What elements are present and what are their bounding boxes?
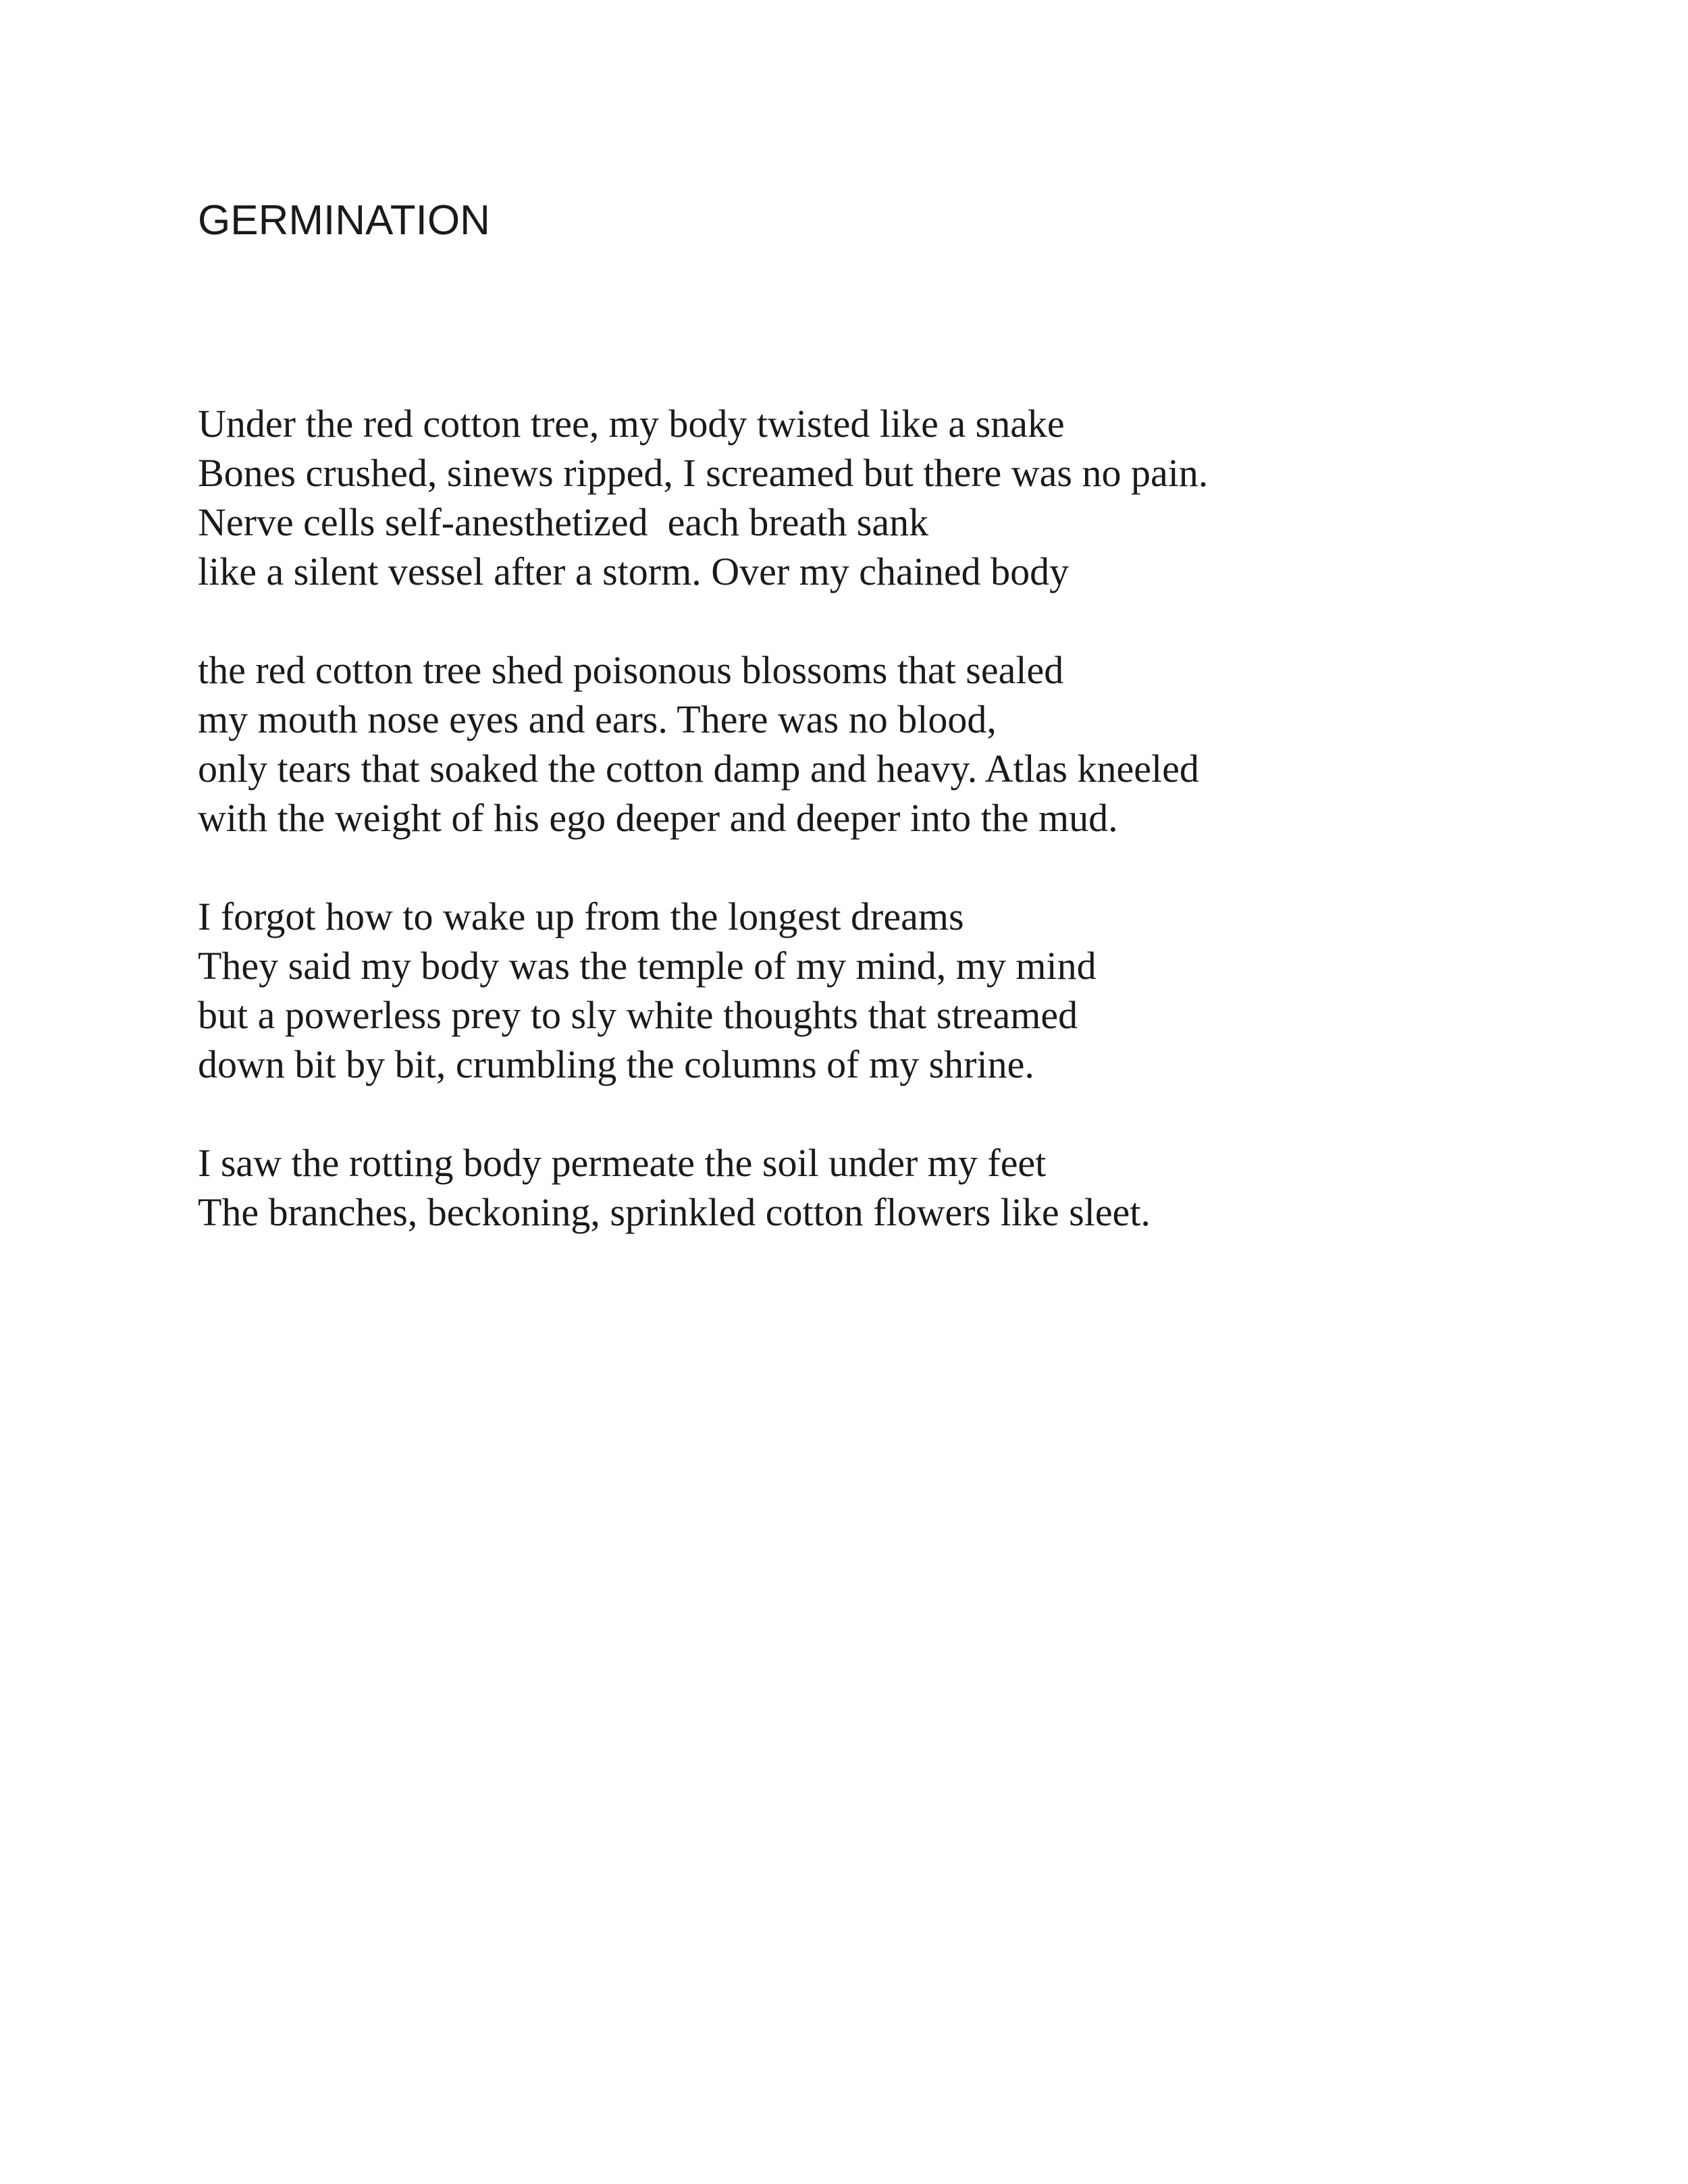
poem-line: I forgot how to wake up from the longest dreams: [198, 895, 964, 938]
poem-line: but a powerless prey to sly white thoughts that streamed: [198, 993, 1078, 1037]
poem-line: Under the red cotton tree, my body twisted like a snake: [198, 402, 1065, 446]
poem-line: my mouth nose eyes and ears. There was no blood,: [198, 697, 997, 741]
poem-line: I saw the rotting body permeate the soil under my feet: [198, 1141, 1047, 1185]
poem-line: Nerve cells self-anesthetized each breath sank: [198, 500, 929, 544]
stanza-4: [198, 1138, 1548, 1237]
poem-line: like a silent vessel after a storm. Over my chained body: [198, 550, 1070, 593]
poem-line: only tears that soaked the cotton damp and heavy. Atlas kneeled: [198, 747, 1199, 791]
poem-line: The branches, beckoning, sprinkled cotton flowers like sleet.: [198, 1190, 1151, 1234]
poem-line: with the weight of his ego deeper and deeper into the mud.: [198, 796, 1118, 840]
stanza-2: [198, 645, 1548, 843]
poem-body: [198, 399, 1548, 1286]
poem-line: down bit by bit, crumbling the columns of my shrine.: [198, 1042, 1034, 1086]
poem-line: Bones crushed, sinews ripped, I screamed but there was no pain.: [198, 451, 1209, 495]
stanza-3: [198, 892, 1548, 1089]
poem-line: They said my body was the temple of my mind, my mind: [198, 944, 1097, 988]
poem-title: GERMINATION: [198, 197, 490, 244]
poem-line: the red cotton tree shed poisonous blossoms that sealed: [198, 648, 1064, 692]
stanza-1: [198, 399, 1548, 596]
